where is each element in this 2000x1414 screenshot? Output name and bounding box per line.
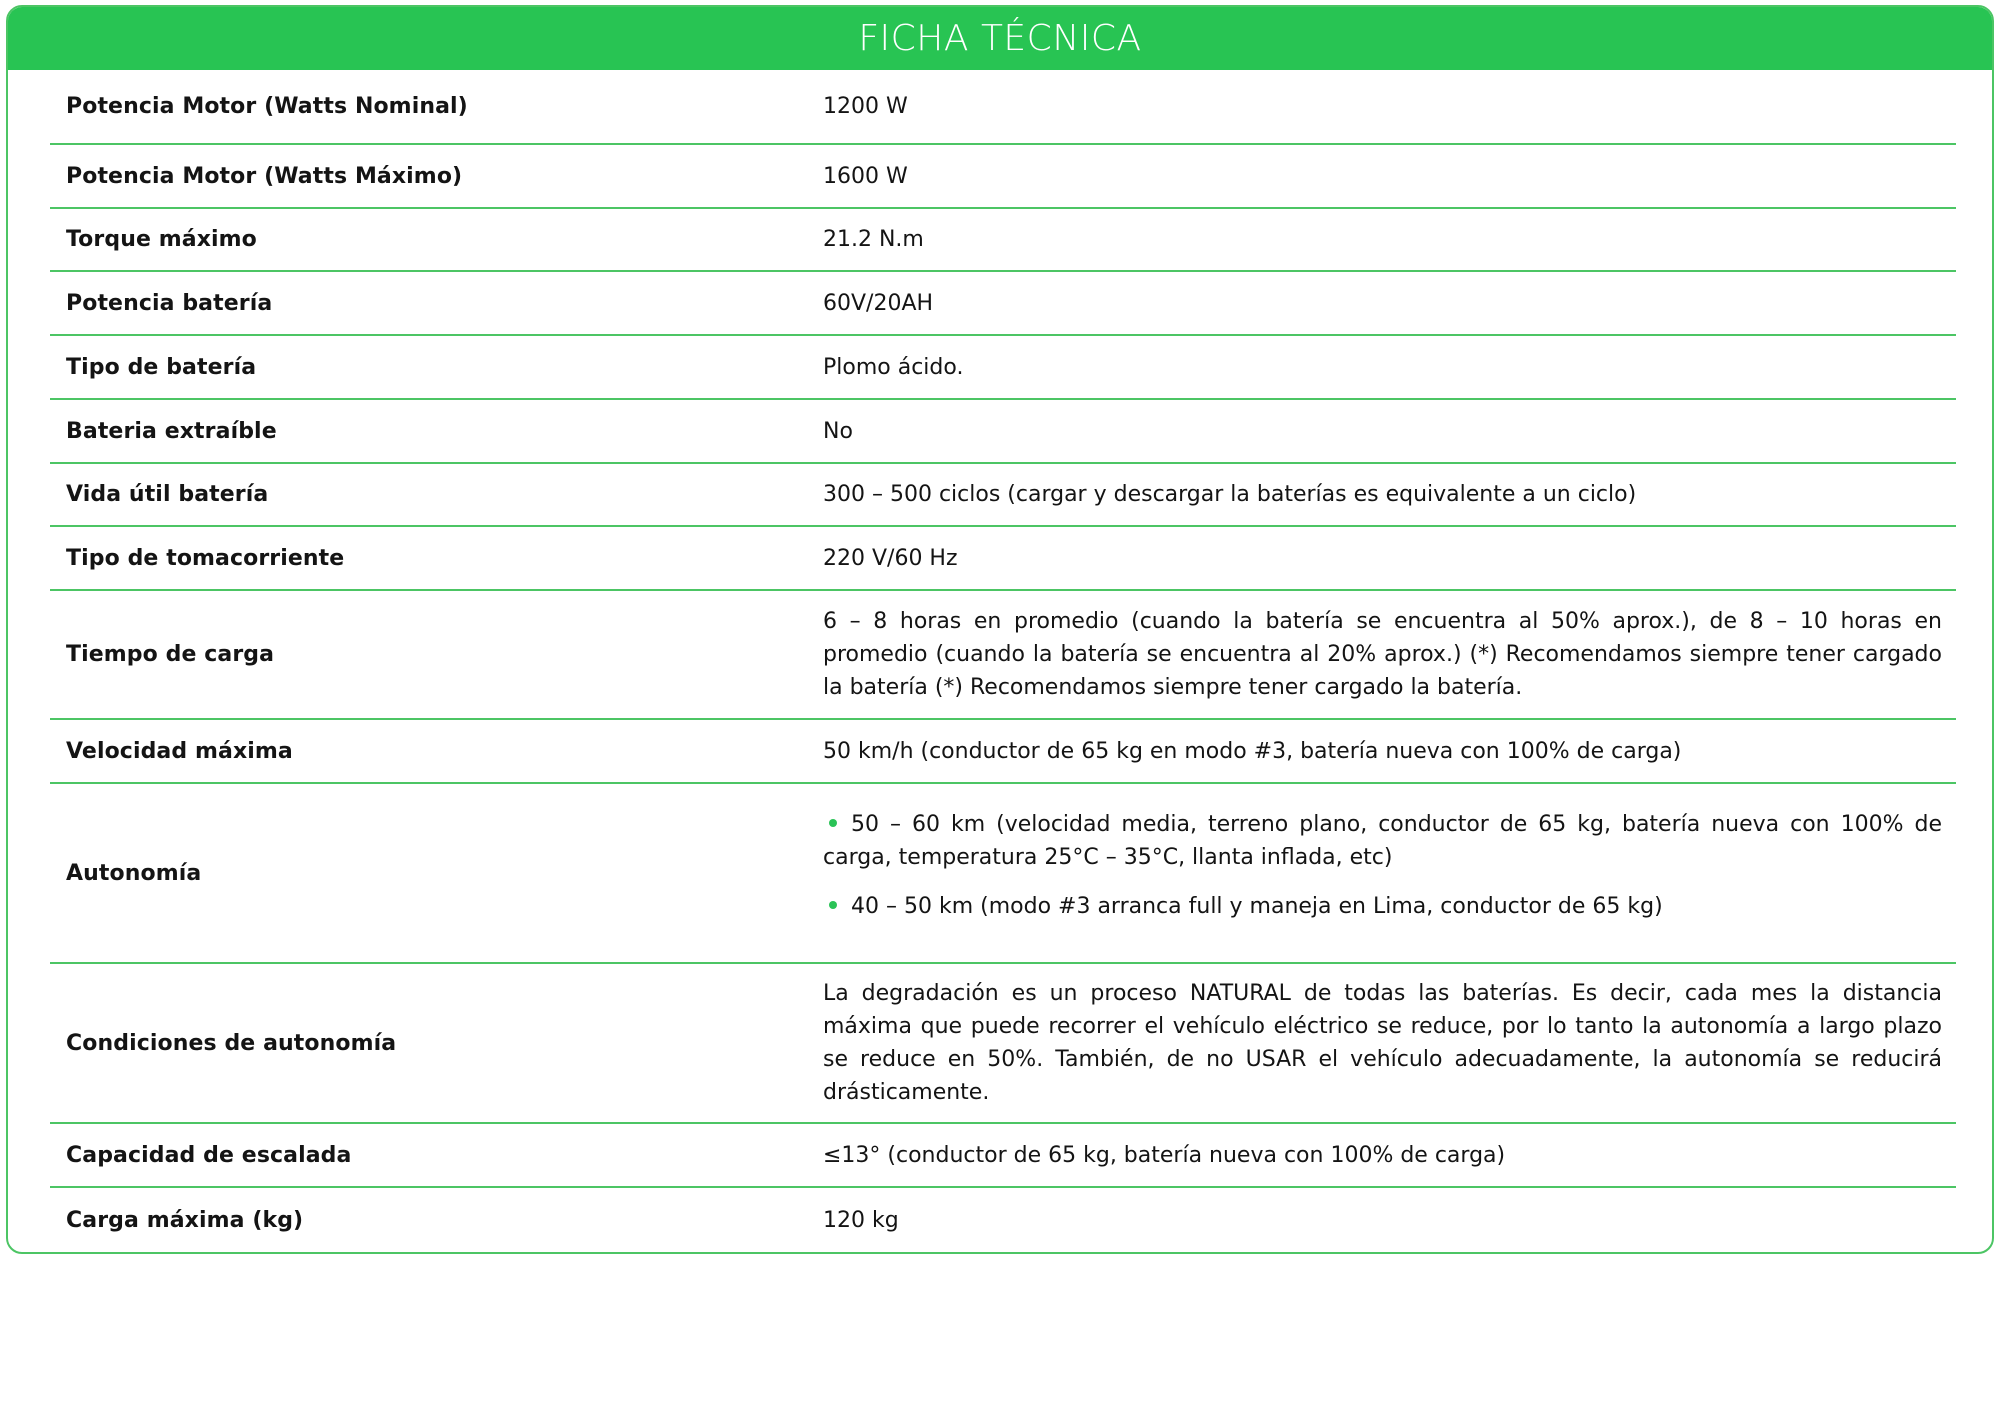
table-row (50, 400, 1956, 464)
table-row (50, 720, 1956, 784)
spec-label: Tipo de tomacorriente (66, 545, 345, 571)
spec-label: Autonomía (66, 860, 202, 886)
spec-value: ≤13° (conductor de 65 kg, batería nueva con 100% de carga) (823, 1142, 1506, 1168)
bullet-icon (829, 901, 837, 909)
spec-label: Potencia Motor (Watts Máximo) (66, 163, 463, 189)
spec-label: Vida útil batería (66, 482, 269, 507)
spec-value: 300 – 500 ciclos (cargar y descargar la baterías es equivalente a un ciclo) (823, 482, 1637, 507)
spec-value: 60V/20AH (823, 290, 934, 316)
table-row (50, 784, 1956, 964)
table-row (50, 1188, 1956, 1252)
autonomy-list (823, 808, 1942, 923)
spec-value: Plomo ácido. (823, 354, 964, 380)
table-row (50, 964, 1956, 1124)
spec-sheet-header (8, 7, 1992, 70)
spec-label: Bateria extraíble (66, 418, 277, 444)
table-row (50, 527, 1956, 591)
spec-value (823, 808, 1956, 939)
spec-label: Potencia batería (66, 290, 273, 316)
spec-label: Torque máximo (66, 227, 257, 252)
spec-value: 120 kg (823, 1207, 899, 1233)
spec-sheet-card (6, 5, 1994, 1254)
table-row (50, 145, 1956, 209)
spec-label: Tiempo de carga (66, 642, 275, 667)
spec-value: La degradación es un proceso NATURAL de todas las baterías. Es decir, cada mes la distancia máxima que puede recorrer el vehículo eléctrico se reduce, por lo tanto la autonomía a largo plazo se reduce en 50%. También, de no USAR el vehículo adecuadamente, la autonomía se reducirá drásticamente. (823, 981, 1942, 1105)
spec-table (50, 70, 1956, 1252)
list-item: 40 – 50 km (modo #3 arranca full y maneja en Lima, conductor de 65 kg) (823, 890, 1942, 923)
table-row (50, 70, 1956, 145)
spec-value: 6 – 8 horas en promedio (cuando la batería se encuentra al 50% aprox.), de 8 – 10 horas en promedio (cuando la batería se encuentra al 20% aprox.) (*) Recomendamos siempre tener cargado la batería (*) Recomendamos siempre tener cargado la batería. (823, 609, 1942, 700)
bullet-icon (829, 819, 837, 827)
spec-value: No (823, 418, 853, 444)
table-row (50, 591, 1956, 720)
list-item: 50 – 60 km (velocidad media, terreno plano, conductor de 65 kg, batería nueva con 100% de carga, temperatura 25°C – 35°C, llanta inflada, etc) (823, 811, 1942, 870)
spec-value: 50 km/h (conductor de 65 kg en modo #3, batería nueva con 100% de carga) (823, 738, 1682, 764)
spec-label: Condiciones de autonomía (66, 1030, 397, 1056)
spec-value: 1200 W (823, 94, 908, 119)
table-row (50, 336, 1956, 400)
table-row (50, 1124, 1956, 1188)
spec-value: 1600 W (823, 163, 908, 189)
spec-label: Velocidad máxima (66, 738, 293, 764)
table-row (50, 272, 1956, 336)
spec-label: Potencia Motor (Watts Nominal) (66, 94, 468, 119)
table-row (50, 464, 1956, 527)
table-row (50, 209, 1956, 272)
spec-label: Tipo de batería (66, 354, 257, 380)
spec-value: 21.2 N.m (823, 227, 924, 252)
spec-label: Carga máxima (kg) (66, 1207, 304, 1233)
spec-value: 220 V/60 Hz (823, 545, 958, 571)
spec-label: Capacidad de escalada (66, 1142, 352, 1168)
page-title: FICHA TÉCNICA (858, 18, 1142, 59)
